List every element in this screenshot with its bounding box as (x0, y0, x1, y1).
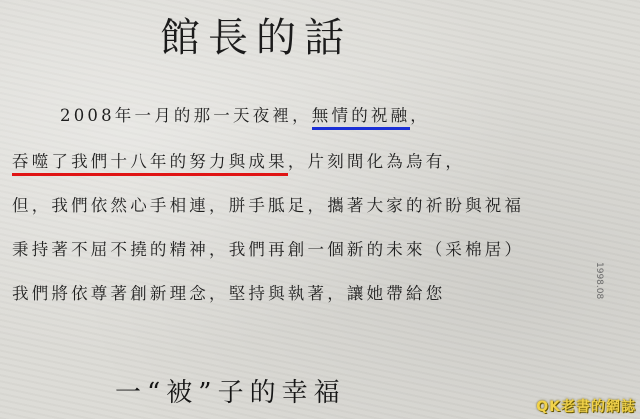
side-note: 1998.08 (594, 262, 604, 300)
watermark: QK老書的網誌 (536, 399, 636, 415)
line2-suffix: ，片刻間化為烏有， (287, 152, 466, 171)
line1-suffix: ， (410, 106, 430, 125)
line1-prefix: 2008年一月的那一天夜裡， (60, 106, 312, 125)
paragraph-line-3: 但，我們依然心手相連，胼手胝足，攜著大家的祈盼與祝福 (12, 196, 525, 215)
paragraph-line-1 (60, 102, 430, 126)
subtitle: 一“被”子的幸福 (115, 378, 346, 408)
paragraph-line-4: 秉持著不屈不撓的精神，我們再創一個新的未來（采棉居） (12, 240, 525, 259)
paragraph-line-5: 我們將依尊著創新理念，堅持與執著，讓她帶給您 (12, 284, 446, 303)
page-title: 館長的話 (160, 15, 352, 61)
paragraph-line-2 (12, 148, 465, 172)
red-underlined-phrase: 吞噬了我們十八年的努力與成果 (12, 152, 288, 176)
blue-underlined-phrase: 無情的祝融 (312, 106, 411, 130)
